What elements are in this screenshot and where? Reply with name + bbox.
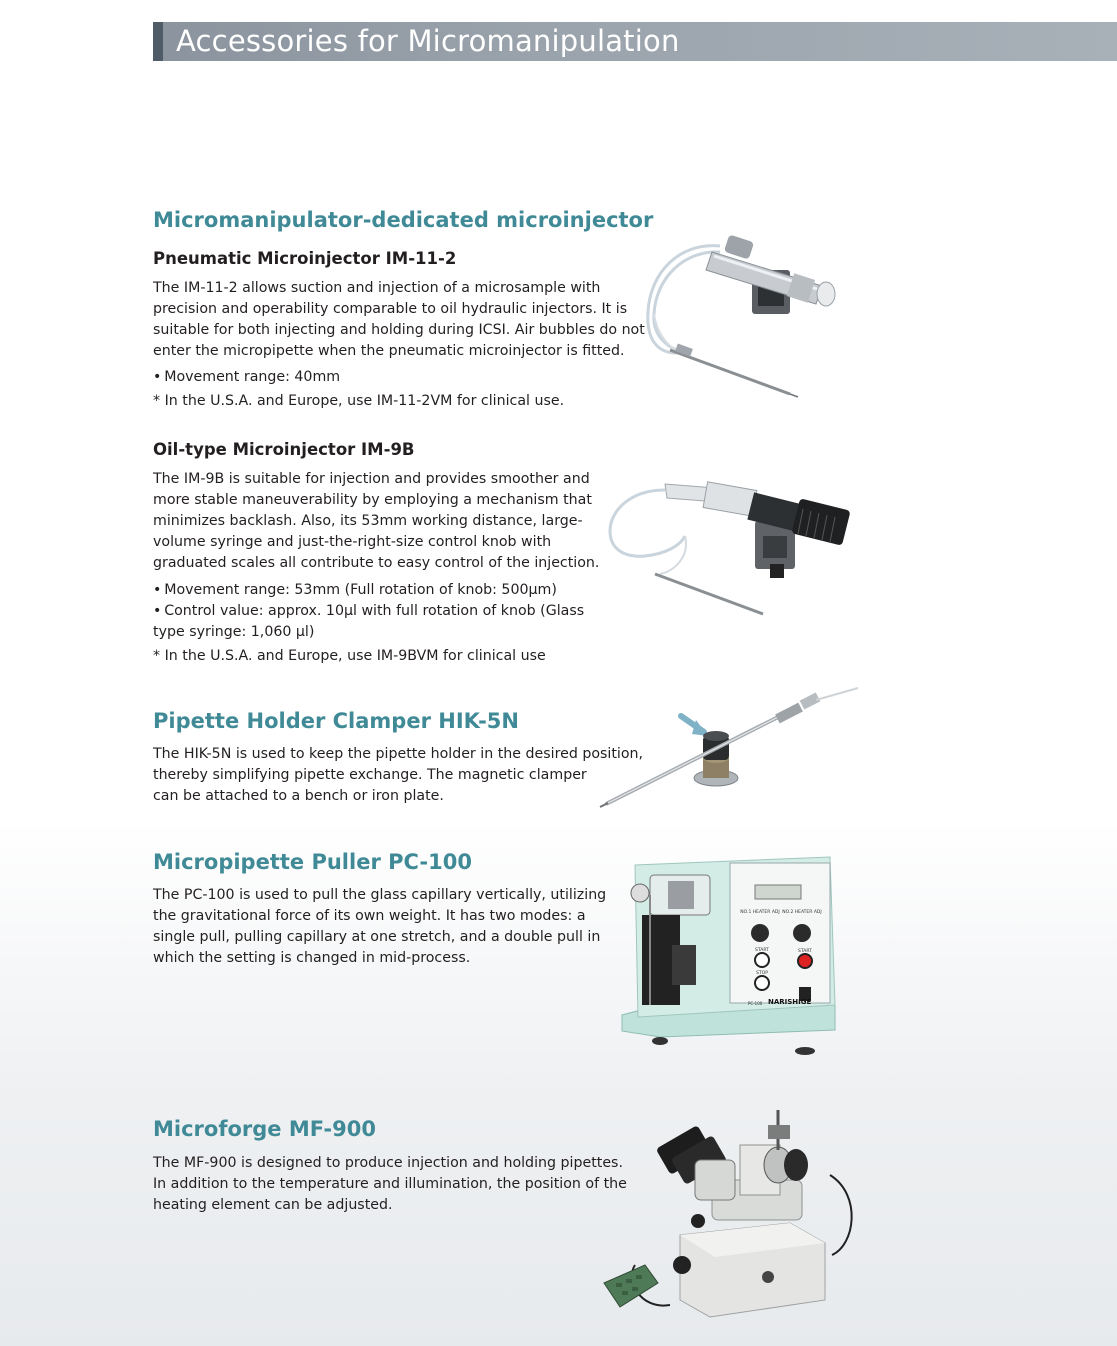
panel-brand-label: NARISHIGE: [768, 998, 812, 1006]
im-11-2-product-image: [640, 232, 840, 402]
bullets-im-9b: [153, 580, 584, 643]
panel-label-heater1: NO.1 HEATER ADJ: [740, 910, 780, 915]
desc-line: graduated scales all contribute to easy control of the injection.: [153, 555, 600, 571]
section-title-microinjector: Micromanipulator-dedicated microinjector: [153, 208, 654, 232]
desc-im-9b: [153, 469, 599, 574]
desc-line: can be attached to a bench or iron plate.: [153, 788, 444, 804]
hik-5n-product-image: [596, 686, 861, 812]
note-im-11-2: * In the U.S.A. and Europe, use IM-11-2VM for clinical use.: [153, 393, 565, 409]
banner-accent-bar: [153, 22, 163, 61]
subtitle-im-11-2: Pneumatic Microinjector IM-11-2: [153, 249, 457, 268]
desc-line: The HIK-5N is used to keep the pipette holder in the desired position,: [153, 746, 644, 762]
panel-label-start: START: [755, 948, 769, 953]
bullet-im-11-2-range: • Movement range: 40mm: [153, 369, 341, 385]
page-header-banner: [153, 22, 1117, 61]
desc-line: which the setting is changed in mid-process.: [153, 950, 471, 966]
desc-line: single pull, pulling capillary at one stretch, and a double pull in: [153, 929, 601, 945]
desc-line: suitable for both injecting and holding during ICSI. Air bubbles do not: [153, 322, 645, 338]
desc-line: enter the micropipette when the pneumatic microinjector is fitted.: [153, 343, 625, 359]
subtitle-im-9b: Oil-type Microinjector IM-9B: [153, 440, 415, 459]
desc-line: thereby simplifying pipette exchange. The magnetic clamper: [153, 767, 587, 783]
mf-900-product-image: [600, 1105, 860, 1323]
desc-im-11-2: [153, 278, 645, 362]
desc-line: volume syringe and just-the-right-size control knob with: [153, 534, 552, 550]
desc-line: minimizes backlash. Also, its 53mm working distance, large-: [153, 513, 583, 529]
desc-line: The IM-11-2 allows suction and injection of a microsample with: [153, 280, 601, 296]
panel-label-stop: STOP: [756, 971, 768, 976]
page-title: Accessories for Micromanipulation: [176, 24, 680, 58]
desc-mf-900: [153, 1153, 627, 1216]
im-9b-product-image: [605, 476, 865, 621]
pc-100-product-image: [620, 855, 840, 1055]
panel-label-start2: START: [798, 949, 812, 954]
desc-hik-5n: [153, 744, 643, 807]
desc-line: more stable maneuverability by employing a mechanism that: [153, 492, 592, 508]
desc-pc-100: [153, 885, 606, 969]
panel-label-heater2: NO.2 HEATER ADJ: [782, 910, 822, 915]
desc-line: precision and operability comparable to oil hydraulic injectors. It is: [153, 301, 628, 317]
bullet-item: type syringe: 1,060 µl): [153, 624, 315, 640]
desc-line: heating element can be adjusted.: [153, 1197, 393, 1213]
desc-line: The IM-9B is suitable for injection and provides smoother and: [153, 471, 590, 487]
panel-model-label: PC-100: [748, 1001, 763, 1006]
bullet-item: • Control value: approx. 10µl with full rotation of knob (Glass: [153, 603, 585, 619]
section-title-hik-5n: Pipette Holder Clamper HIK-5N: [153, 709, 519, 733]
desc-line: The MF-900 is designed to produce injection and holding pipettes.: [153, 1155, 623, 1171]
desc-line: The PC-100 is used to pull the glass capillary vertically, utilizing: [153, 887, 607, 903]
bullet-item: • Movement range: 53mm (Full rotation of knob: 500µm): [153, 582, 557, 598]
section-title-mf-900: Microforge MF-900: [153, 1117, 376, 1141]
section-title-pc-100: Micropipette Puller PC-100: [153, 850, 472, 874]
desc-line: In addition to the temperature and illumination, the position of the: [153, 1176, 627, 1192]
note-im-9b: * In the U.S.A. and Europe, use IM-9BVM for clinical use: [153, 648, 546, 664]
desc-line: the gravitational force of its own weight. It has two modes: a: [153, 908, 586, 924]
